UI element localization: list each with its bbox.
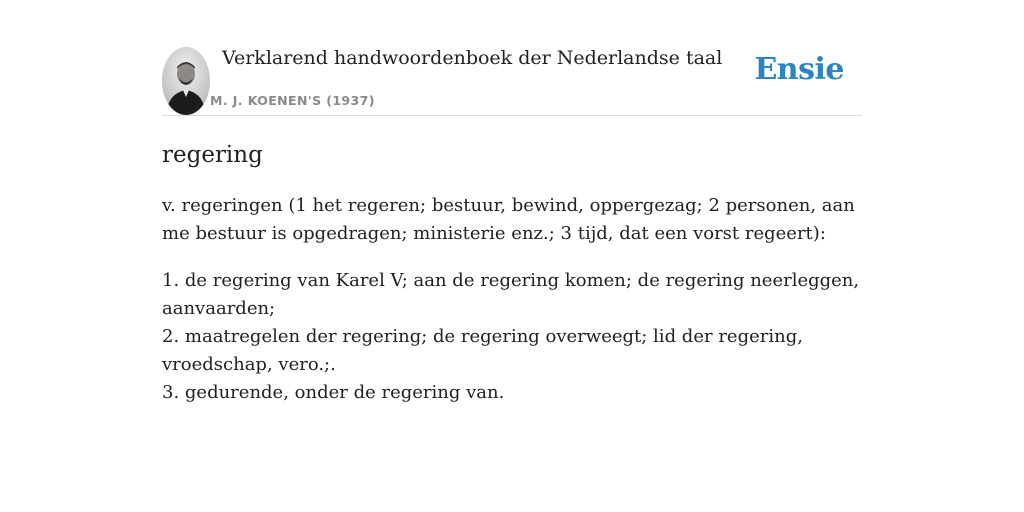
entry-headword: regering xyxy=(162,142,263,168)
example-line-3: 3. gedurende, onder de regering van. xyxy=(162,382,505,403)
dictionary-subtitle: M. J. KOENEN'S (1937) xyxy=(210,93,375,108)
example-line-1: 1. de regering van Karel V; aan de regering komen; de regering neerleggen, aanvaarden; xyxy=(162,270,860,319)
example-line-2: 2. maatregelen der regering; de regering overweegt; lid der regering, vroedschap, vero.;. xyxy=(162,326,803,375)
dictionary-title: Verklarend handwoordenboek der Nederlandse taal xyxy=(222,47,723,69)
ensie-logo-link[interactable]: Ensie xyxy=(754,52,844,87)
author-portrait-icon xyxy=(162,47,210,115)
dictionary-header xyxy=(162,46,862,116)
entry-definition: v. regeringen (1 het regeren; bestuur, bewind, oppergezag; 2 personen, aan me bestuur is opgedragen; ministerie enz.; 3 tijd, dat een vorst regeert): xyxy=(162,195,855,244)
entry-examples xyxy=(162,267,862,407)
